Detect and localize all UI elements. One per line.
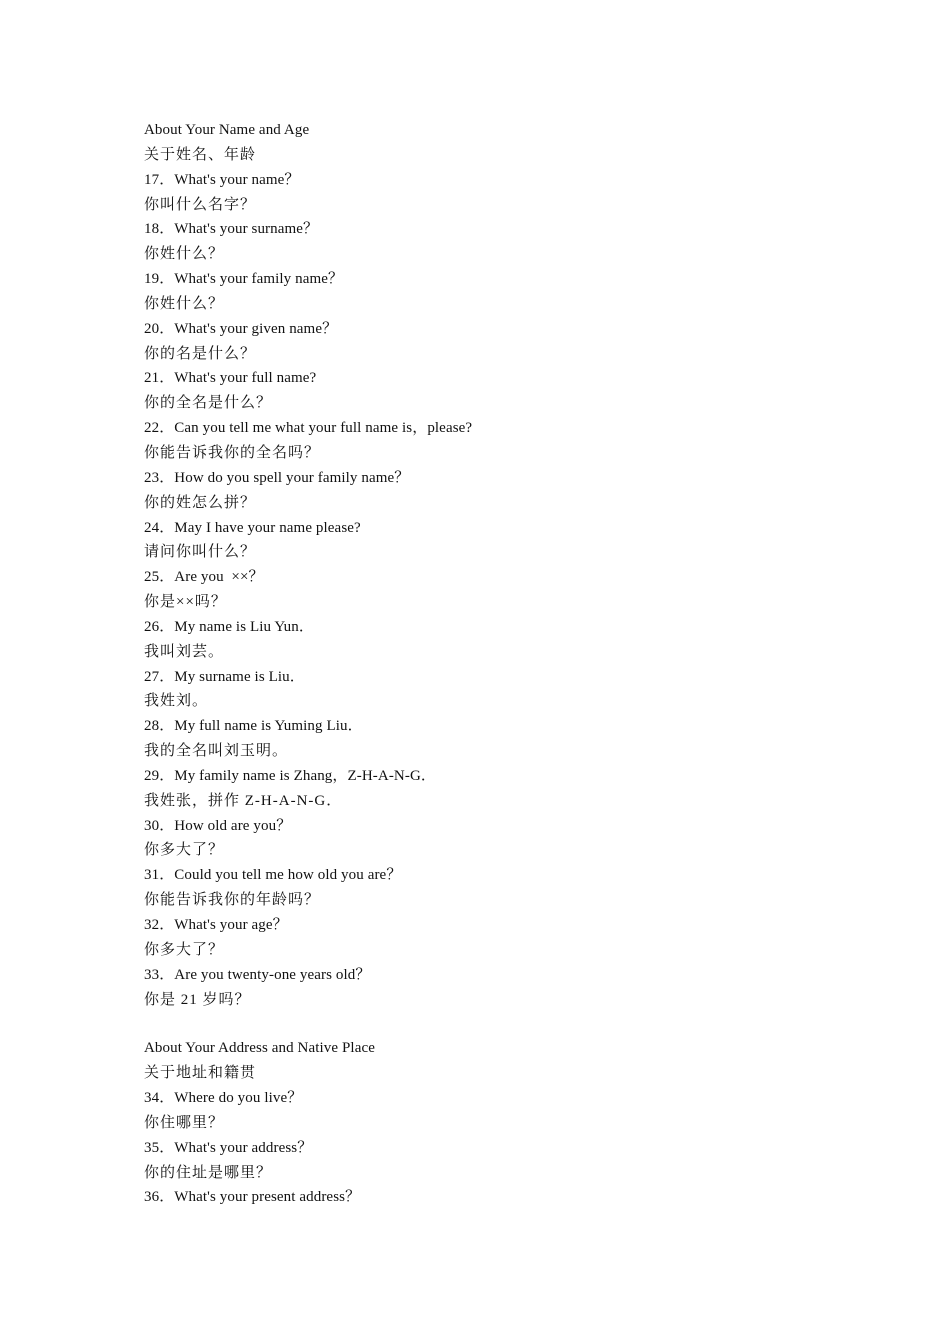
question-english: 35．What's your address？	[144, 1139, 313, 1156]
question-english: 28．My full name is Yuming Liu．	[144, 718, 363, 735]
translation-chinese: 你住哪里？	[144, 1114, 225, 1131]
section-title-english: About Your Address and Native Place	[144, 1040, 375, 1057]
question-english: 19．What's your family name？	[144, 271, 344, 288]
question-english: 34．Where do you live？	[144, 1090, 303, 1107]
translation-chinese: 我的全名叫刘玉明。	[144, 743, 289, 760]
translation-chinese: 我姓张，拼作 Z-H-A-N-G．	[144, 792, 343, 809]
question-english: 18．What's your surname？	[144, 221, 319, 238]
translation-chinese: 你的名是什么？	[144, 345, 257, 362]
question-english: 32．What's your age？	[144, 917, 288, 933]
section-title-chinese: 关于地址和籍贯	[144, 1065, 257, 1082]
translation-chinese: 你多大了？	[144, 842, 225, 859]
translation-chinese: 你姓什么？	[144, 246, 225, 263]
section-title-chinese: 关于姓名、年龄	[144, 146, 257, 163]
translation-chinese: 你是 21 岁吗？	[144, 991, 251, 1008]
translation-chinese: 你能告诉我你的年龄吗？	[144, 892, 321, 909]
question-english: 21．What's your full name?	[144, 370, 317, 387]
question-english: 26．My name is Liu Yun．	[144, 618, 314, 635]
translation-chinese: 你多大了？	[144, 941, 225, 958]
question-english: 30．How old are you？	[144, 817, 292, 834]
section	[144, 118, 844, 1012]
translation-chinese: 你的姓怎么拼？	[144, 494, 257, 511]
translation-chinese: 我叫刘芸。	[144, 643, 225, 660]
translation-chinese: 你姓什么？	[144, 295, 225, 312]
question-english: 20．What's your given name？	[144, 320, 338, 337]
translation-chinese: 我姓刘。	[144, 693, 209, 710]
question-english: 27．My surname is Liu．	[144, 668, 305, 685]
section	[144, 1036, 844, 1210]
translation-chinese: 你叫什么名字？	[144, 196, 257, 213]
question-english: 17．What's your name？	[144, 171, 300, 188]
question-english: 31．Could you tell me how old you are？	[144, 867, 402, 884]
question-english: 24．May I have your name please?	[144, 519, 361, 536]
question-english: 33．Are you twenty-one years old？	[144, 966, 371, 983]
question-english: 22．Can you tell me what your full name is，please?	[144, 420, 473, 437]
document-page	[144, 118, 844, 1210]
question-english: 29．My family name is Zhang，Z-H-A-N-G．	[144, 767, 436, 784]
translation-chinese: 你的住址是哪里？	[144, 1164, 273, 1181]
question-english: 23．How do you spell your family name？	[144, 469, 410, 486]
section-spacer	[144, 1012, 844, 1036]
translation-chinese: 你是××吗？	[144, 594, 227, 611]
question-english: 25．Are you ××？	[144, 569, 264, 586]
translation-chinese: 你的全名是什么？	[144, 395, 273, 412]
question-english: 36．What's your present address？	[144, 1189, 361, 1206]
translation-chinese: 你能告诉我你的全名吗？	[144, 444, 321, 461]
translation-chinese: 请问你叫什么？	[144, 544, 257, 561]
section-title-english: About Your Name and Age	[144, 122, 310, 138]
